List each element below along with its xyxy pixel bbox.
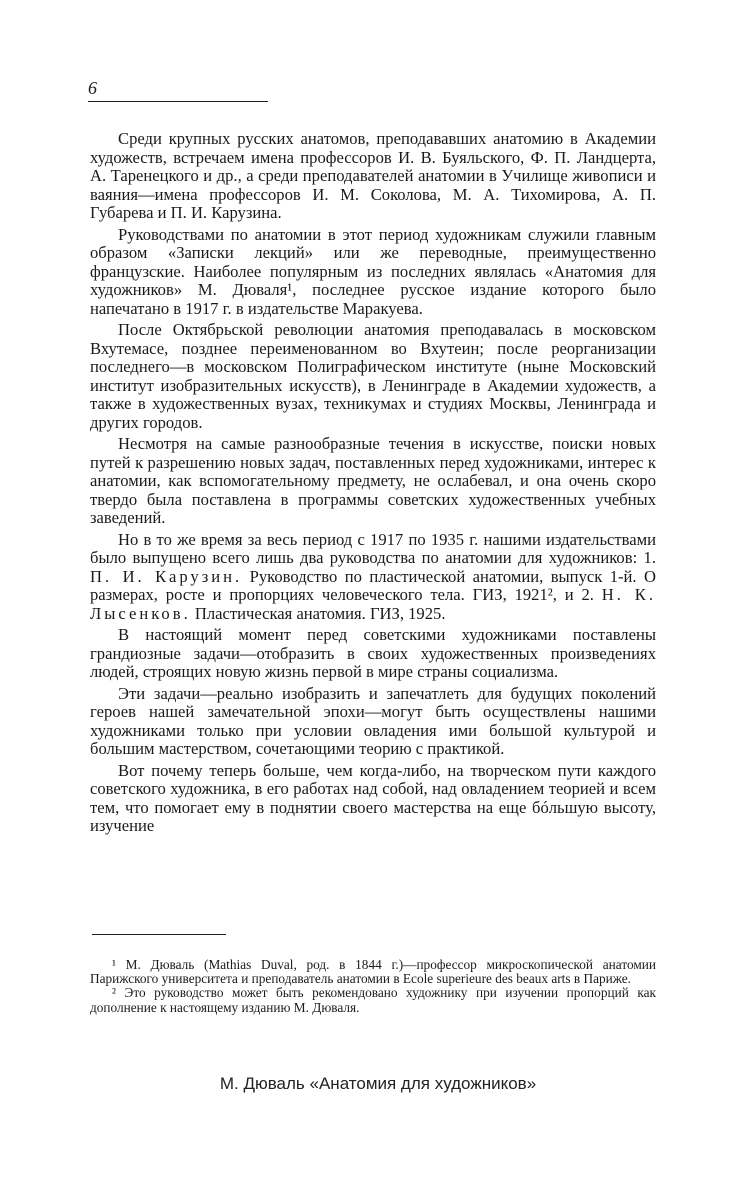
footnote-rule (92, 934, 226, 935)
paragraph: Руководствами по анатомии в этот период художникам служили главным образом «Записки лекций» или же переводные, преимущественно французские. Наиболее популярным из последних являлась «Анатомия для художников» М. Дюваля¹, последнее русское издание которого было напечатано в 1917 г. в издательстве Маракуева. (90, 224, 656, 318)
paragraph: После Октябрьской революции анатомия преподавалась в московском Вхутемасе, позднее переименованном во Вхутеин; после реорганизации последнего—в московском Полиграфическом институте (ныне Московский институт изобразительных искусств), в Ленинграде в Академии художеств, а также в художественных вузах, техникумах и студиях Москвы, Ленинграда и других городов. (90, 320, 656, 432)
text-run: Пластическая анатомия. ГИЗ, 1925. (190, 603, 446, 623)
book-caption: М. Дюваль «Анатомия для художников» (219, 1074, 537, 1093)
author-name: Н. К. Лысенков. (90, 585, 656, 623)
paragraph: Вот почему теперь больше, чем когда-либо, на творческом пути каждого советского художника, в его работах над собой, над овладением теорией и всем тем, что помогает ему в поднятии своего мастерства на еще бóльшую высоту, изучение (90, 760, 656, 835)
text-run: Но в то же время за весь период с 1917 по 1935 г. нашими издательствами было выпущено всего лишь два руководства по анатомии для художников: 1. (90, 529, 656, 567)
paragraph-publications (90, 531, 656, 624)
footnote: ² Это руководство может быть рекомендовано художнику при изучении пропорций как дополнение к настоящему изданию М. Дюваля. (90, 985, 656, 1015)
paragraph: Среди крупных русских анатомов, преподававших анатомию в Академии художеств, встречаем имена профессоров И. В. Буяльского, Ф. П. Ландцерта, А. Таренецкого и др., а среди преподавателей анатомии в Училище живописи и ваяния—имена профессоров И. М. Соколова, М. А. Тихомирова, А. П. Губарева и П. И. Карузина. (90, 129, 656, 222)
text-run: Руководство по пластической анатомии, выпуск 1-й. О размерах, росте и пропорциях человеческого тела. ГИЗ, 1921², и 2. (90, 566, 656, 604)
paragraph: Несмотря на самые разнообразные течения в искусстве, поиски новых путей к разрешению новых задач, поставленных перед художниками, интерес к анатомии, как вспомогательному предмету, не ослабевал, и она очень скоро твердо была поставлена в программы советских художественных учебных заведений. (90, 434, 656, 527)
header-rule (88, 101, 268, 102)
footnote: ¹ М. Дюваль (Mathias Duval, род. в 1844 г.)—профессор микроскопической анатомии Парижского университета и преподаватель анатомии в Ecole superieure des beaux arts в Париже. (90, 957, 656, 987)
paragraph: Эти задачи—реально изобразить и запечатлеть для будущих поколений героев нашей замечательной эпохи—могут быть осуществлены нашими художниками только при условии овладения ими большой культурой и большим мастерством, сочетающими теорию с практикой. (90, 683, 656, 758)
main-text (90, 130, 656, 836)
author-name: П. И. Карузин. (90, 566, 243, 586)
footnotes (90, 958, 656, 1015)
paragraph: В настоящий момент перед советскими художниками поставлены грандиозные задачи—отобразить в своих художественных произведениях людей, строящих новую жизнь первой в мире страны социализма. (90, 625, 656, 681)
page-number: 6 (88, 78, 97, 98)
